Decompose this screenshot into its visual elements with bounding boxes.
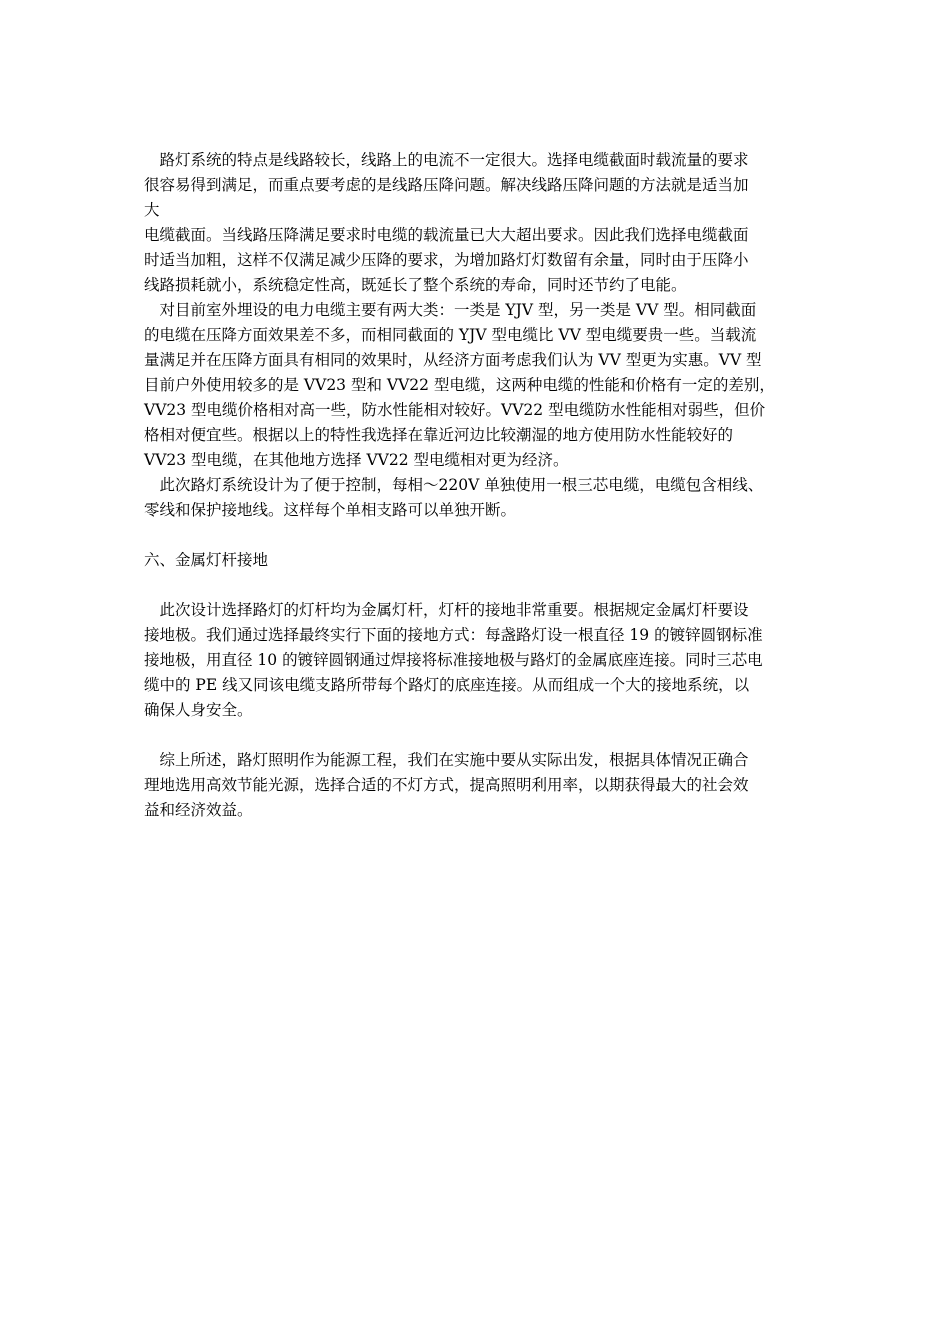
paragraph-cable-types [144,298,810,473]
paragraph-control-design [144,473,810,523]
paragraph-summary [144,748,810,823]
text-line: 此次设计选择路灯的灯杆均为金属灯杆，灯杆的接地非常重要。根据规定金属灯杆要设 [144,601,749,619]
text-line: 量满足并在压降方面具有相同的效果时，从经济方面考虑我们认为 VV 型更为实惠。VV 型 [144,351,762,369]
text-line: 电缆截面。当线路压降满足要求时电缆的载流量已大大超出要求。因此我们选择电缆截面 [144,226,749,244]
text-line: 格相对便宜些。根据以上的特性我选择在靠近河边比较潮湿的地方使用防水性能较好的 [144,426,734,444]
text-line: 的电缆在压降方面效果差不多，而相同截面的 YJV 型电缆比 VV 型电缆要贵一些。当载流 [144,326,757,344]
text-line: VV23 型电缆价格相对高一些，防水性能相对较好。VV22 型电缆防水性能相对弱些，但价 [144,401,766,419]
text-line: 缆中的 PE 线又同该电缆支路所带每个路灯的底座连接。从而组成一个大的接地系统，以 [144,676,750,694]
text-line: 路灯系统的特点是线路较长，线路上的电流不一定很大。选择电缆截面时载流量的要求 [144,151,749,169]
section-heading-metal-pole-grounding: 六、金属灯杆接地 [144,551,269,569]
text-line: 确保人身安全。 [144,701,253,719]
text-line: 大 [144,201,160,219]
text-line: 目前户外使用较多的是 VV23 型和 VV22 型电缆，这两种电缆的性能和价格有一定的差别， [144,376,775,394]
text-line: 益和经济效益。 [144,801,253,819]
paragraph-grounding [144,598,810,723]
spacer [144,573,810,598]
text-line: VV23 型电缆，在其他地方选择 VV22 型电缆相对更为经济。 [144,451,569,469]
text-line: 接地极。我们通过选择最终实行下面的接地方式：每盏路灯设一根直径 19 的镀锌圆钢标准 [144,626,763,644]
text-line: 接地极，用直径 10 的镀锌圆钢通过焊接将标准接地极与路灯的金属底座连接。同时三芯电 [144,651,763,669]
text-line: 时适当加粗，这样不仅满足减少压降的要求，为增加路灯灯数留有余量，同时由于压降小 [144,251,749,269]
document-page [144,148,810,823]
text-line: 此次路灯系统设计为了便于控制，每相～220V 单独使用一根三芯电缆，电缆包含相线、 [144,476,764,494]
text-line: 线路损耗就小，系统稳定性高，既延长了整个系统的寿命，同时还节约了电能。 [144,276,687,294]
text-line: 对目前室外埋设的电力电缆主要有两大类：一类是 YJV 型，另一类是 VV 型。相同截面 [144,301,757,319]
text-line: 综上所述，路灯照明作为能源工程，我们在实施中要从实际出发，根据具体情况正确合 [144,751,749,769]
spacer [144,523,810,548]
text-line: 零线和保护接地线。这样每个单相支路可以单独开断。 [144,501,517,519]
text-line: 很容易得到满足，而重点要考虑的是线路压降问题。解决线路压降问题的方法就是适当加 [144,176,749,194]
spacer [144,723,810,748]
paragraph-street-light-characteristics [144,148,810,298]
text-line: 理地选用高效节能光源，选择合适的不灯方式，提高照明利用率，以期获得最大的社会效 [144,776,749,794]
